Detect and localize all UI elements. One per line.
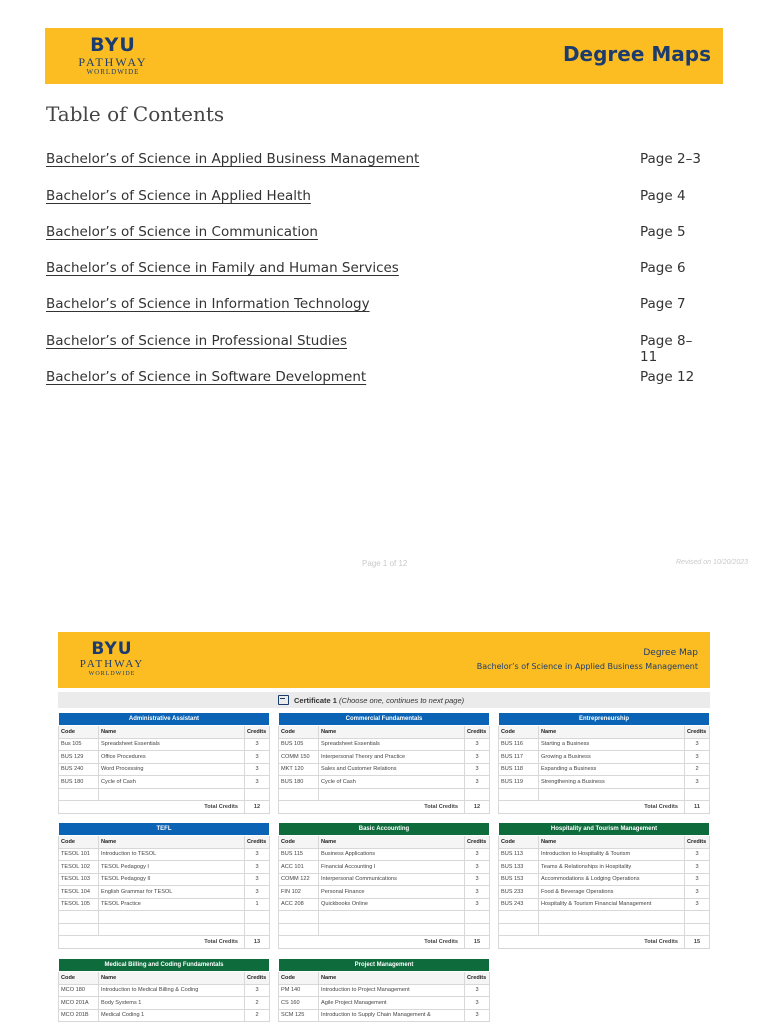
course-credits: 3 [245,751,270,764]
course-credits: 3 [685,861,710,874]
course-table-title: Administrative Assistant [59,713,270,726]
course-code: ACC 101 [279,861,319,874]
course-code: TESOL 101 [59,848,99,861]
course-credits: 3 [245,886,270,899]
course-code: BUS 113 [499,848,539,861]
logo-worldwide-text: WORLDWIDE [86,68,140,76]
course-table [58,712,270,814]
table-row [279,788,490,801]
course-credits: 3 [465,738,490,751]
total-credits-value: 12 [465,801,490,814]
toc-page-number: Page 7 [640,296,686,312]
course-credits: 2 [245,997,270,1010]
table-row [499,911,710,924]
column-header-code: Code [279,836,319,849]
course-credits: 3 [245,873,270,886]
course-code: TESOL 103 [59,873,99,886]
column-header-name: Name [99,972,245,985]
page1-header-banner [45,28,723,84]
toc-page-number: Page 8–11 [640,333,693,365]
course-table [58,822,270,949]
table-row [279,984,490,997]
course-name [99,923,245,936]
toc-page-number: Page 12 [640,369,695,385]
course-name: TESOL Pedagogy II [99,873,245,886]
table-row [279,861,490,874]
course-credits [685,923,710,936]
course-code: BUS 153 [499,873,539,886]
toc-item [46,369,706,393]
course-credits [465,911,490,924]
logo-worldwide-text: WORLDWIDE [88,671,136,677]
table-row [499,848,710,861]
table-row [499,886,710,899]
course-code: BUS 119 [499,776,539,789]
total-credits-label: Total Credits [499,936,685,949]
total-credits-label: Total Credits [279,936,465,949]
course-credits: 3 [685,898,710,911]
table-row [499,861,710,874]
course-name [99,911,245,924]
course-credits [465,788,490,801]
course-code: CS 160 [279,997,319,1010]
toc-page-number: Page 4 [640,188,686,204]
course-credits: 3 [245,861,270,874]
column-header-code: Code [59,972,99,985]
column-header-credits: Credits [245,726,270,739]
table-row [59,923,270,936]
table-row [279,886,490,899]
logo-pathway-text: PATHWAY [79,658,145,670]
table-row [59,738,270,751]
course-name: Introduction to Medical Billing & Coding [99,984,245,997]
course-code: BUS 116 [499,738,539,751]
course-credits: 3 [465,886,490,899]
course-code: TESOL 102 [59,861,99,874]
course-credits [685,911,710,924]
column-header-name: Name [319,972,465,985]
course-name: Business Applications [319,848,465,861]
course-name [99,788,245,801]
course-code [59,911,99,924]
total-credits-value: 11 [685,801,710,814]
toc-link-communication[interactable]: Bachelor’s of Science in Communication [46,224,318,240]
table-row [59,911,270,924]
column-header-code: Code [59,726,99,739]
column-header-credits: Credits [685,726,710,739]
column-header-name: Name [539,836,685,849]
course-credits: 3 [685,873,710,886]
course-credits: 3 [465,898,490,911]
column-header-credits: Credits [465,836,490,849]
course-credits [245,788,270,801]
toc-item [46,151,706,175]
course-name: Introduction to Hospitality & Tourism [539,848,685,861]
course-code: BUS 118 [499,763,539,776]
course-credits: 1 [245,898,270,911]
course-code [59,788,99,801]
table-row [279,751,490,764]
column-header-code: Code [279,972,319,985]
logo-pathway-text: PATHWAY [78,55,148,69]
table-row [59,776,270,789]
course-code: MKT 120 [279,763,319,776]
table-row [59,763,270,776]
course-code: BUS 133 [499,861,539,874]
table-row [279,763,490,776]
course-name: Body Systems 1 [99,997,245,1010]
course-name: Hospitality & Tourism Financial Management [539,898,685,911]
course-credits: 3 [685,738,710,751]
table-row [499,763,710,776]
course-credits [465,923,490,936]
course-name [319,788,465,801]
course-code: MCO 201B [59,1009,99,1022]
certificate-bar [58,692,710,708]
course-credits: 3 [685,848,710,861]
course-code: COMM 150 [279,751,319,764]
column-header-name: Name [319,836,465,849]
course-table [278,958,490,1022]
course-credits: 2 [685,763,710,776]
column-header-name: Name [99,726,245,739]
course-name: Office Procedures [99,751,245,764]
footer-page-number: Page 1 of 12 [362,559,408,568]
course-name: Accommodations & Lodging Operations [539,873,685,886]
course-credits [245,911,270,924]
course-credits: 3 [465,997,490,1010]
course-credits: 3 [685,886,710,899]
course-name: Financial Accounting I [319,861,465,874]
course-table-title: Medical Billing and Coding Fundamentals [59,959,270,972]
course-table [498,822,710,949]
degree-maps-title: Degree Maps [562,42,711,66]
course-code: BUS 117 [499,751,539,764]
column-header-credits: Credits [685,836,710,849]
certificate-label: Certificate 1 [294,696,337,705]
course-credits: 2 [245,1009,270,1022]
course-table-title: Project Management [279,959,490,972]
course-name: TESOL Pedagogy I [99,861,245,874]
course-table-title: TEFL [59,823,270,836]
table-row [279,923,490,936]
course-name: Introduction to TESOL [99,848,245,861]
total-credits-label: Total Credits [499,801,685,814]
table-row [499,788,710,801]
table-row [499,738,710,751]
course-code [279,923,319,936]
column-header-name: Name [539,726,685,739]
course-credits [685,788,710,801]
column-header-code: Code [59,836,99,849]
course-code [279,788,319,801]
course-name: Agile Project Management [319,997,465,1010]
course-name: Quickbooks Online [319,898,465,911]
table-row [59,984,270,997]
course-code [499,911,539,924]
byu-pathway-logo [67,36,159,76]
toc-item [46,296,706,320]
toc-page-number: Page 5 [640,224,686,240]
logo-byu-text: BYU [90,34,136,56]
toc-link-applied-health[interactable]: Bachelor’s of Science in Applied Health [46,188,311,204]
course-credits: 3 [245,776,270,789]
course-name: Strengthening a Business [539,776,685,789]
course-code [59,923,99,936]
course-credits: 3 [465,776,490,789]
course-name: Cycle of Cash [319,776,465,789]
table-row [59,788,270,801]
table-row [279,898,490,911]
column-header-credits: Credits [245,836,270,849]
certificate-note: (Choose one, continues to next page) [339,696,465,705]
toc-link-information-technology[interactable]: Bachelor’s of Science in Information Technology [46,296,370,312]
course-credits: 3 [465,861,490,874]
course-credits: 3 [685,776,710,789]
course-name: Introduction to Project Management [319,984,465,997]
course-name: Interpersonal Communications [319,873,465,886]
course-name [319,911,465,924]
course-code: TESOL 104 [59,886,99,899]
course-name: Introduction to Supply Chain Management & [319,1009,465,1022]
total-credits-label: Total Credits [59,936,245,949]
course-code: TESOL 105 [59,898,99,911]
course-table-title: Entrepreneurship [499,713,710,726]
course-credits: 3 [465,751,490,764]
column-header-credits: Credits [465,726,490,739]
total-credits-value: 13 [245,936,270,949]
course-table-title: Basic Accounting [279,823,490,836]
course-table-title: Commercial Fundamentals [279,713,490,726]
course-table [58,958,270,1022]
table-row [499,898,710,911]
table-row [279,873,490,886]
course-name [539,788,685,801]
total-credits-value: 12 [245,801,270,814]
toc-item [46,333,706,365]
course-table [278,822,490,949]
course-code: BUS 243 [499,898,539,911]
total-credits-value: 15 [465,936,490,949]
course-table [498,712,710,814]
course-name: Growing a Business [539,751,685,764]
course-credits: 3 [685,751,710,764]
course-code: FIN 102 [279,886,319,899]
table-row [59,751,270,764]
toc-item [46,188,706,212]
table-row [59,861,270,874]
course-code: BUS 129 [59,751,99,764]
certificate-icon [278,695,289,705]
table-row [279,1009,490,1022]
column-header-code: Code [499,836,539,849]
column-header-name: Name [99,836,245,849]
course-credits: 3 [245,738,270,751]
course-code: BUS 233 [499,886,539,899]
table-row [279,848,490,861]
course-code [499,788,539,801]
toc-link-applied-business-management[interactable]: Bachelor’s of Science in Applied Business Management [46,151,420,167]
toc-page-number: Page 2–3 [640,151,701,167]
course-credits: 3 [465,873,490,886]
course-name: Teams & Relationships in Hospitality [539,861,685,874]
course-code: BUS 180 [59,776,99,789]
total-credits-value: 15 [685,936,710,949]
course-code: SCM 125 [279,1009,319,1022]
course-code: BUS 115 [279,848,319,861]
logo-byu-text: BYU [91,639,133,659]
course-credits: 3 [465,984,490,997]
byu-pathway-logo [72,641,152,677]
column-header-code: Code [499,726,539,739]
course-code: BUS 240 [59,763,99,776]
course-name: Spreadsheet Essentials [99,738,245,751]
footer-revised-date: Revised on 10/20/2023 [676,559,748,566]
course-name: Starting a Business [539,738,685,751]
toc-item [46,224,706,248]
toc-link-family-human-services[interactable]: Bachelor’s of Science in Family and Human Services [46,260,399,276]
course-name: Spreadsheet Essentials [319,738,465,751]
course-name: Cycle of Cash [99,776,245,789]
course-name: Personal Finance [319,886,465,899]
total-credits-label: Total Credits [59,801,245,814]
course-credits: 3 [465,763,490,776]
table-row [499,923,710,936]
course-name: TESOL Practice [99,898,245,911]
course-table [278,712,490,814]
degree-map-title: Degree Map [643,648,698,658]
toc-link-software-development[interactable]: Bachelor’s of Science in Software Development [46,369,367,385]
course-name: Sales and Customer Relations [319,763,465,776]
table-row [59,848,270,861]
page2-header-banner [58,632,710,688]
table-row [499,776,710,789]
toc-item [46,260,706,284]
course-code: COMM 122 [279,873,319,886]
column-header-code: Code [279,726,319,739]
table-row [59,898,270,911]
course-credits: 3 [245,984,270,997]
course-credits: 3 [465,848,490,861]
table-row [59,997,270,1010]
column-header-credits: Credits [245,972,270,985]
course-code [499,923,539,936]
course-credits: 3 [245,763,270,776]
course-code: ACC 208 [279,898,319,911]
course-name: English Grammar for TESOL [99,886,245,899]
course-code: BUS 180 [279,776,319,789]
course-credits [245,923,270,936]
course-name: Food & Beverage Operations [539,886,685,899]
toc-link-professional-studies[interactable]: Bachelor’s of Science in Professional Studies [46,333,348,349]
table-row [279,776,490,789]
course-credits: 3 [245,848,270,861]
toc-page-number: Page 6 [640,260,686,276]
course-name: Expanding a Business [539,763,685,776]
course-name [539,911,685,924]
course-name: Word Processing [99,763,245,776]
course-code: PM 140 [279,984,319,997]
course-table-title: Hospitality and Tourism Management [499,823,710,836]
degree-map-subtitle: Bachelor’s of Science in Applied Business Management [476,662,698,671]
course-name: Medical Coding 1 [99,1009,245,1022]
course-code: Bus 105 [59,738,99,751]
course-name: Interpersonal Theory and Practice [319,751,465,764]
column-header-name: Name [319,726,465,739]
course-credits: 3 [465,1009,490,1022]
course-name [539,923,685,936]
course-code: BUS 105 [279,738,319,751]
table-row [59,886,270,899]
table-row [499,873,710,886]
table-row [59,873,270,886]
course-code [279,911,319,924]
course-code: MCO 201A [59,997,99,1010]
course-code: MCO 180 [59,984,99,997]
table-row [59,1009,270,1022]
toc-heading: Table of Contents [46,102,225,126]
table-row [279,738,490,751]
course-name [319,923,465,936]
table-row [499,751,710,764]
column-header-credits: Credits [465,972,490,985]
table-row [279,997,490,1010]
table-row [279,911,490,924]
total-credits-label: Total Credits [279,801,465,814]
